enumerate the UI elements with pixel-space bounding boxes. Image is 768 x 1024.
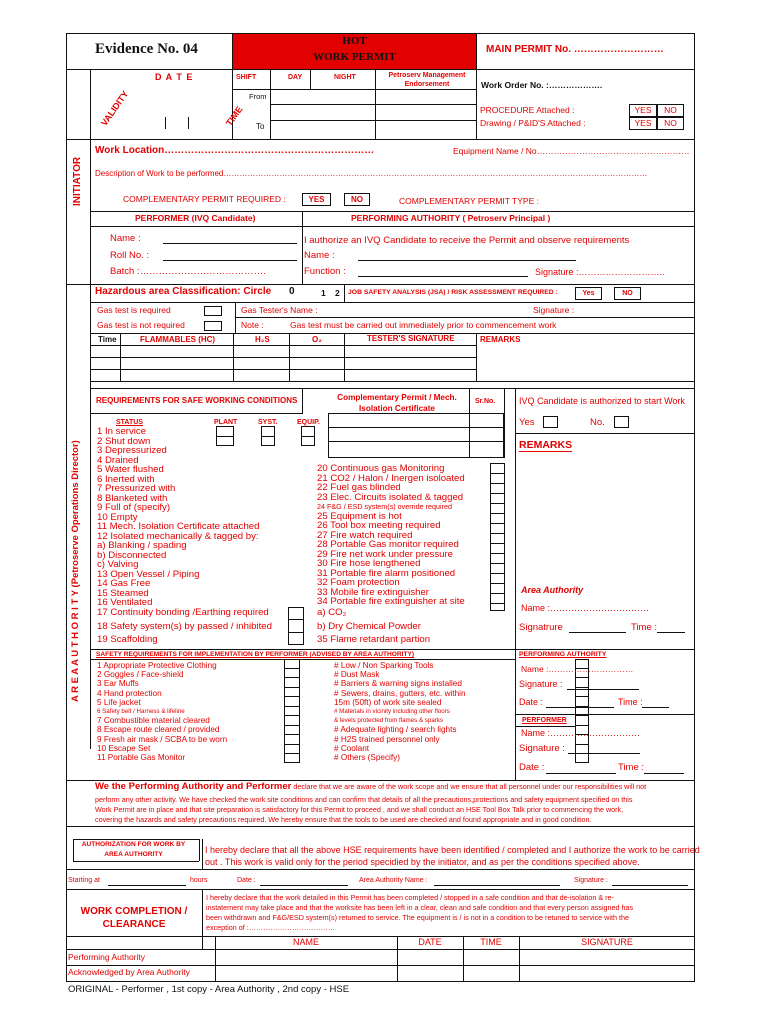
list-item: # Materials in vicinity including other floors bbox=[334, 708, 450, 716]
declaration-lead: We the Performing Authority and Performer bbox=[95, 781, 292, 792]
area-authority-time-field[interactable] bbox=[657, 632, 685, 633]
declaration-line-2: perform any other activity. We have checked the work site conditions and can confirm that details of all the precautions,protections and safety equipment specified on this bbox=[95, 795, 633, 804]
list-item: 25 Equipment is hot bbox=[317, 510, 402, 522]
list-item: 22 Fuel gas blinded bbox=[317, 482, 401, 493]
copy-distribution-footer: ORIGINAL - Performer , 1st copy - Area Authority , 2nd copy - HSE bbox=[68, 984, 350, 995]
ivq-yes-label: Yes bbox=[519, 417, 535, 428]
gas-test-note: Gas test must be carried out immediately prior to commencement work bbox=[290, 320, 557, 330]
declaration-line-1 bbox=[95, 782, 720, 791]
list-item: 27 Fire watch required bbox=[317, 529, 413, 541]
circle-option-1[interactable]: 1 bbox=[321, 288, 326, 298]
list-item: 30 Fire hose lengthened bbox=[317, 558, 421, 569]
pa-time-label: Time : bbox=[618, 697, 643, 707]
list-item: 1 In service bbox=[97, 426, 147, 437]
pa-name[interactable]: Name :………………………… bbox=[521, 664, 634, 674]
col-name: NAME bbox=[292, 937, 319, 947]
list-item: 3 Depressurized bbox=[97, 445, 167, 456]
auth-date-label: Date : bbox=[237, 877, 256, 884]
performer-header: PERFORMER (IVQ Candidate) bbox=[135, 213, 256, 223]
list-item: 19 Scaffolding bbox=[97, 634, 158, 645]
list-item: 5 Life jacket bbox=[97, 697, 141, 707]
completion-title-2: CLEARANCE bbox=[102, 919, 166, 930]
performer-name-field[interactable] bbox=[163, 243, 297, 244]
declaration-line-3: Work Permit are in place and that site preparation is satisfactory for this Permit to proceed , and we shall conduct an HSE Tool Box Talk prior to commencing the work, bbox=[95, 805, 624, 814]
ppe-right-list bbox=[334, 661, 466, 762]
day-label: DAY bbox=[288, 74, 303, 81]
list-item: 28 Portable Gas monitor required bbox=[317, 539, 459, 550]
work-location[interactable]: Work Location……………………………………………………… bbox=[95, 145, 375, 156]
gas-test-required-checkbox[interactable] bbox=[204, 306, 222, 316]
complementary-type-label: COMPLEMENTARY PERMIT TYPE : bbox=[399, 196, 539, 206]
declaration-line-4: covering the hazards and safety precautions required. We hereby ensure that the tools to be used are checked and found appropriate and in good condition. bbox=[95, 815, 592, 824]
equipment-name[interactable]: Equipment Name / No……………………………………………… bbox=[453, 146, 690, 156]
plant-label: PLANT bbox=[214, 419, 238, 426]
list-item: 1 Appropriate Protective Clothing bbox=[97, 661, 217, 670]
list-item: c) Valving bbox=[97, 559, 139, 570]
validity-label: VALIDITY bbox=[99, 88, 131, 128]
pa-signature-field[interactable] bbox=[567, 689, 639, 690]
performer-name-label: Name : bbox=[110, 233, 141, 244]
completion-text-4: exception of :……………………………… bbox=[206, 923, 336, 932]
circle-option-0[interactable]: 0 bbox=[289, 286, 295, 297]
col-time: Time bbox=[98, 335, 117, 344]
remarks-heading: REMARKS bbox=[519, 439, 573, 451]
safe-conditions-right-list bbox=[317, 464, 465, 607]
list-item: 29 Fire net work under pressure bbox=[317, 548, 453, 560]
permit-type-line1: HOT bbox=[342, 35, 367, 47]
pa-title: PERFORMING AUTHORITY bbox=[519, 651, 607, 658]
pa-date-label: Date : bbox=[519, 697, 544, 707]
pa-date-field[interactable] bbox=[546, 707, 614, 708]
authorization-text-1: I hereby declare that all the above HSE requirements have been identified / completed and I authorize the work to be carried bbox=[205, 845, 700, 855]
list-item: 6 Inerted with bbox=[97, 473, 155, 485]
list-item: # Low / Non Sparking Tools bbox=[334, 661, 434, 670]
jsa-yes[interactable]: Yes bbox=[575, 287, 602, 300]
starting-at-field[interactable] bbox=[108, 885, 186, 886]
list-item: 16 Ventilated bbox=[97, 597, 153, 608]
pa-time-field[interactable] bbox=[642, 707, 669, 708]
col-flammables: FLAMMABLES (HC) bbox=[140, 335, 216, 344]
shift-label: SHIFT bbox=[236, 74, 257, 81]
to-label: To bbox=[256, 122, 265, 131]
main-permit-number[interactable]: MAIN PERMIT No. ……………………… bbox=[486, 44, 664, 55]
from-label: From bbox=[249, 92, 267, 101]
starting-at-label: Starting at bbox=[68, 877, 100, 884]
list-item: 31 Portable fire alarm positioned bbox=[317, 567, 456, 579]
sr-no-label: Sr.No. bbox=[475, 398, 496, 405]
list-item: # Barriers & warning signs installed bbox=[334, 679, 462, 689]
items-17-19-checkboxes[interactable] bbox=[288, 607, 304, 645]
list-item: # Sewers, drains, gutters, etc. within bbox=[334, 688, 466, 698]
list-item: 10 Empty bbox=[97, 511, 138, 523]
list-item: 32 Foam protection bbox=[317, 577, 400, 588]
col-remarks: REMARKS bbox=[480, 335, 521, 344]
time-label: TIME bbox=[224, 104, 245, 128]
list-item: 9 Full of (specify) bbox=[97, 502, 171, 513]
list-item: 8 Escape route cleared / provided bbox=[97, 725, 220, 735]
list-item: & levels protected from flames & sparks bbox=[334, 717, 444, 725]
col-time-completion: TIME bbox=[480, 937, 502, 947]
auth-signature-field[interactable] bbox=[612, 885, 688, 886]
drawing-attached-label: Drawing / P&ID'S Attached : bbox=[480, 118, 586, 128]
col-signature: SIGNATURE bbox=[581, 937, 633, 947]
ivq-yes-checkbox[interactable] bbox=[543, 416, 558, 428]
function-field[interactable] bbox=[358, 276, 528, 277]
list-item: 12 Isolated mechanically & tagged by: bbox=[97, 530, 259, 542]
declaration-text-1: declare that we are aware of the work scope and we ensure that all personnel under our responsibilities will not bbox=[291, 782, 647, 791]
evidence-number: Evidence No. 04 bbox=[95, 41, 198, 57]
function-label: Function : bbox=[304, 266, 346, 277]
completion-title-1: WORK COMPLETION / bbox=[80, 906, 188, 917]
list-item: 8 Blanketed with bbox=[97, 492, 168, 504]
safe-conditions-left-list bbox=[97, 427, 259, 608]
area-authority-title: Area Authority bbox=[521, 585, 584, 595]
ppe-left-list bbox=[97, 661, 227, 762]
roll-number-label: Roll No. : bbox=[110, 250, 150, 261]
pa-signature-label: Signature : bbox=[519, 679, 563, 689]
items-20-34-checkboxes[interactable] bbox=[490, 463, 505, 611]
auth-date-field[interactable] bbox=[260, 885, 348, 886]
completion-text-3: been withdrawn and F&G/ESD system(s) returned to service. The equipment is / is not in a condition to be retuned to service with the bbox=[206, 913, 629, 922]
list-item: 33 Mobile fire extinguisher bbox=[317, 586, 429, 598]
area-authority-time-label: Time : bbox=[631, 622, 658, 633]
equipment-label: EQUIP. bbox=[297, 419, 320, 426]
hours-label: hours bbox=[190, 877, 208, 884]
authority-name-label: Name : bbox=[304, 250, 335, 261]
gas-tester-name-label: Gas Tester's Name : bbox=[241, 305, 318, 315]
auth-area-authority-name-field[interactable] bbox=[434, 885, 560, 886]
authority-name-field[interactable] bbox=[358, 260, 576, 261]
system-label: SYST. bbox=[258, 419, 278, 426]
initiator-side-label: INITIATOR bbox=[72, 156, 83, 206]
ppe-title: SAFETY REQUIREMENTS FOR IMPLEMENTATION BY PERFORMER (ADVISED BY AREA AUTHORITY) bbox=[96, 651, 415, 658]
performer-time-label: Time : bbox=[618, 762, 645, 773]
list-item: 15 Steamed bbox=[97, 587, 149, 599]
jsa-required-label: JOB SAFETY ANALYSIS (JSA) / RISK ASSESSMENT REQUIRED : bbox=[348, 289, 558, 296]
list-item: 9 Fresh air mask / SCBA to be worn bbox=[97, 734, 228, 744]
performer-name[interactable]: Name :………………………… bbox=[521, 728, 641, 738]
list-item: # Adequate lighting / search lights bbox=[334, 725, 457, 735]
performer-date-label: Date : bbox=[519, 762, 545, 773]
col-h2s: H₂S bbox=[255, 335, 270, 344]
procedure-attached-label: PROCEDURE Attached : bbox=[480, 105, 575, 115]
list-item: b) Dry Chemical Powder bbox=[317, 621, 421, 632]
ivq-authorized-label: IVQ Candidate is authorized to start Work bbox=[519, 396, 685, 406]
management-endorsement: Petroserv Management Endorsement bbox=[388, 72, 466, 88]
complementary-isolation-title: Complementary Permit / Mech. Isolation Certificate bbox=[337, 393, 457, 413]
list-item: 20 Continuous gas Monitoring bbox=[317, 463, 445, 474]
list-item: 18 Safety system(s) by passed / inhibited bbox=[97, 621, 272, 632]
performer-signature-label: Signature : bbox=[519, 743, 565, 754]
row-performing-authority: Performing Authority bbox=[68, 952, 146, 962]
gas-test-not-required-label: Gas test is not required bbox=[97, 320, 185, 330]
list-item: 2 Shut down bbox=[97, 435, 151, 447]
area-authority-signature-label: Signatrure bbox=[519, 622, 563, 633]
list-item: 7 Pressurized with bbox=[97, 483, 176, 494]
completion-text-2: instatement may take place and that the worksite has been left in a clear, clean and safe condition and that every person assigned has bbox=[206, 903, 634, 912]
list-item: 5 Water flushed bbox=[97, 464, 164, 475]
list-item: 6 Safety belt / Harness & lifeline bbox=[97, 708, 185, 716]
performer-date-field[interactable] bbox=[546, 773, 616, 774]
jsa-no[interactable]: NO bbox=[614, 287, 641, 300]
complementary-required-label: COMPLEMENTARY PERMIT REQUIRED : bbox=[123, 194, 286, 204]
area-authority-side-label: A R E A A U T H O R I T Y (Petroserve Operations Director) bbox=[70, 440, 81, 702]
list-item: # Dust Mask bbox=[334, 670, 380, 680]
note-label: Note : bbox=[241, 320, 264, 330]
complementary-isolation-table bbox=[328, 413, 504, 458]
complementary-yes[interactable]: YES bbox=[302, 193, 331, 206]
gas-tester-signature-label: Signature : bbox=[533, 305, 575, 315]
gas-test-not-required-checkbox[interactable] bbox=[204, 321, 222, 331]
authorization-text-2: out . This work is valid only for the period specidied by the initiator, and as per the conditions specified above. bbox=[205, 857, 640, 867]
list-item: 17 Continuity bonding /Earthing required bbox=[97, 607, 269, 618]
procedure-yes[interactable]: YES bbox=[629, 104, 657, 117]
performer-signature-field[interactable] bbox=[568, 753, 640, 754]
ppe-right-checkboxes[interactable] bbox=[575, 659, 589, 763]
list-item: 4 Drained bbox=[97, 454, 139, 466]
gas-test-required-label: Gas test is required bbox=[97, 305, 171, 315]
date-label: D A T E bbox=[155, 72, 194, 82]
auth-signature-label: Signature : bbox=[574, 877, 608, 884]
list-item: b) Disconnected bbox=[97, 549, 167, 561]
procedure-no[interactable]: NO bbox=[657, 104, 684, 117]
col-date: DATE bbox=[418, 937, 442, 947]
list-item: 35 Flame retardant partion bbox=[317, 634, 431, 645]
complementary-no[interactable]: NO bbox=[344, 193, 370, 206]
area-authority-signature-field[interactable] bbox=[569, 632, 626, 633]
list-item: 7 Combustible material cleared bbox=[97, 716, 210, 726]
performer-title: PERFORMER bbox=[522, 717, 567, 724]
hazard-classification-label: Hazardous area Classification: Circle bbox=[95, 286, 272, 297]
list-item: 11 Portable Gas Monitor bbox=[97, 753, 186, 763]
status-label: STATUS bbox=[116, 419, 143, 426]
area-authority-name[interactable]: Name :…………………………… bbox=[521, 603, 650, 613]
list-item: # Coolant bbox=[334, 743, 370, 753]
col-tester-signature: TESTER'S SIGNATURE bbox=[367, 334, 455, 343]
performer-time-field[interactable] bbox=[644, 773, 684, 774]
row-acknowledged-area-authority: Acknowledged by Area Authority bbox=[68, 967, 190, 977]
permit-type-line2: WORK PERMIT bbox=[313, 51, 396, 63]
drawing-no[interactable]: NO bbox=[657, 117, 684, 130]
list-item: 4 Hand protection bbox=[97, 688, 162, 698]
work-description[interactable]: Description of Work to be performed…………………………………………………………………………………………………………………………………………… bbox=[95, 169, 648, 178]
list-item: # H2S trained personnel only bbox=[334, 734, 440, 744]
list-item: a) CO₂ bbox=[317, 607, 347, 618]
ivq-no-checkbox[interactable] bbox=[614, 416, 629, 428]
completion-text-1: I hereby declare that the work detailed in this Permit has been completed / stopped in a safe condition and that de-isolation & re- bbox=[206, 893, 614, 902]
authorization-label-1: AUTHORIZATION FOR WORK BY bbox=[81, 841, 186, 848]
ivq-no-label: No. bbox=[590, 417, 605, 428]
authorization-label-2: AREA AUTHORITY bbox=[104, 851, 163, 858]
list-item: 2 Goggles / Face-shield bbox=[97, 670, 184, 680]
list-item: 3 Ear Muffs bbox=[97, 679, 139, 689]
drawing-yes[interactable]: YES bbox=[629, 117, 657, 130]
list-item: # Others (Specify) bbox=[334, 753, 400, 763]
list-item: 34 Portable fire extinguisher at site bbox=[317, 596, 465, 607]
work-order-number[interactable]: Work Order No. :………………. bbox=[481, 80, 603, 90]
safe-conditions-title: REQUIREMENTS FOR SAFE WORKING CONDITIONS bbox=[96, 396, 298, 405]
list-item: 14 Gas Free bbox=[97, 578, 151, 589]
ppe-left-checkboxes[interactable] bbox=[284, 659, 300, 763]
authorize-statement: I authorize an IVQ Candidate to receive the Permit and observe requirements bbox=[304, 235, 630, 246]
col-o2: O₂ bbox=[312, 335, 322, 344]
list-item: 23 Elec. Circuits isolated & tagged bbox=[317, 491, 464, 503]
list-item: 11 Mech. Isolation Certificate attached bbox=[97, 521, 260, 532]
auth-area-authority-name-label: Area Authority Name : bbox=[359, 877, 428, 884]
list-item: a) Blanking / spading bbox=[97, 540, 187, 551]
list-item: 21 CO2 / Halon / Inergen isoloated bbox=[317, 472, 465, 484]
roll-number-field[interactable] bbox=[163, 260, 297, 261]
list-item: 13 Open Vessel / Piping bbox=[97, 568, 200, 580]
batch-field[interactable]: Batch :…………………………………. bbox=[110, 266, 266, 277]
list-item: 10 Escape Set bbox=[97, 743, 151, 753]
list-item: 26 Tool box meeting required bbox=[317, 520, 441, 531]
authority-signature[interactable]: Signature :……………………….. bbox=[535, 267, 665, 277]
night-label: NIGHT bbox=[334, 74, 356, 81]
circle-option-2[interactable]: 2 bbox=[335, 288, 340, 298]
list-item: 15m (50ft) of work site sealed bbox=[334, 697, 442, 707]
list-item: 24 F&G / ESD system(s) override required bbox=[317, 502, 453, 511]
performing-authority-header: PERFORMING AUTHORITY ( Petroserv Principal ) bbox=[351, 213, 551, 223]
